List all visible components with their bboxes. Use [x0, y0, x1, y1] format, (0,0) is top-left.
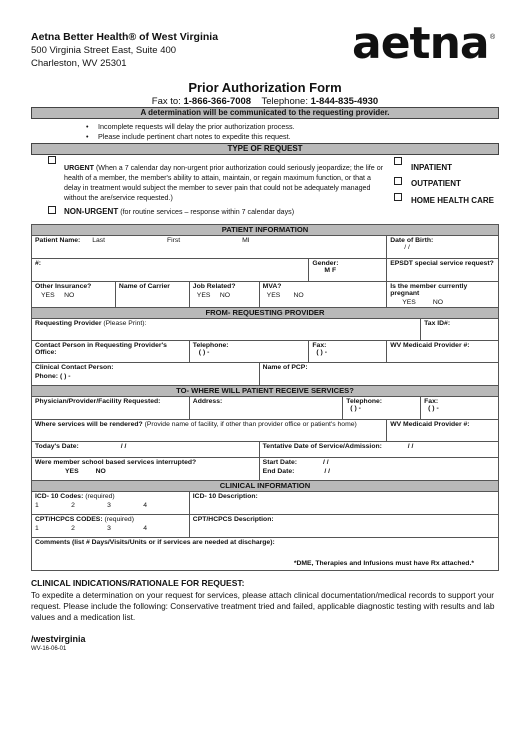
- mi-label: MI: [242, 237, 250, 244]
- address-line-2: Charleston, WV 25301: [31, 58, 127, 69]
- cpt-description-label: CPT/HCPCS Description:: [192, 516, 274, 523]
- tentative-date-format: / /: [407, 443, 414, 450]
- physician-facility-label: Physician/Provider/Facility Requested:: [35, 398, 161, 405]
- member-id-label: #:: [35, 260, 42, 267]
- pregnant-field[interactable]: [387, 282, 499, 308]
- icd-num-3: 3: [107, 502, 111, 509]
- outpatient-checkbox[interactable]: [394, 177, 402, 185]
- mva-label: MVA?: [262, 283, 282, 290]
- icd-required-hint: (required): [85, 493, 115, 500]
- patient-info-header: PATIENT INFORMATION: [32, 225, 499, 236]
- clinical-rationale-heading: CLINICAL INDICATIONS/RATIONALE FOR REQUEST:: [31, 578, 245, 588]
- fax-number: 1-866-366-7008: [183, 96, 252, 107]
- job-no[interactable]: NO: [219, 292, 231, 299]
- form-grid: [31, 224, 499, 571]
- mva-no[interactable]: NO: [293, 292, 304, 299]
- form-code: WV-16-06-01: [31, 646, 67, 652]
- gender-options: M F: [324, 267, 337, 274]
- home-health-checkbox[interactable]: [394, 193, 402, 201]
- clinical-contact-field[interactable]: [32, 363, 260, 386]
- cpt-num-1: 1: [35, 525, 39, 532]
- non-urgent-label: NON-URGENT: [64, 207, 119, 216]
- patient-name-field[interactable]: [32, 236, 387, 259]
- facility-fax-label: Fax:: [424, 398, 439, 405]
- contact-person-field[interactable]: [32, 341, 190, 363]
- icd-num-1: 1: [35, 502, 39, 509]
- phone-label: Telephone:: [261, 96, 308, 107]
- provider-fax-format: ( ) -: [316, 349, 327, 356]
- icd-num-4: 4: [143, 502, 147, 509]
- clinical-phone-label: Phone:: [35, 373, 59, 380]
- type-of-request-header: TYPE OF REQUEST: [31, 143, 499, 155]
- start-date-format: / /: [323, 459, 329, 466]
- job-related-field[interactable]: [189, 282, 259, 308]
- other-insurance-field[interactable]: [32, 282, 116, 308]
- phone-number: 1-844-835-4930: [310, 96, 379, 107]
- cpt-num-4: 4: [143, 525, 147, 532]
- determination-banner: A determination will be communicated to the requesting provider.: [31, 107, 499, 119]
- other-ins-no[interactable]: NO: [64, 292, 75, 299]
- todays-date-field[interactable]: [32, 442, 260, 458]
- form-title: Prior Authorization Form: [188, 80, 342, 95]
- tentative-date-field[interactable]: [259, 442, 498, 458]
- urgent-description: [64, 163, 384, 203]
- comments-field[interactable]: [32, 538, 499, 571]
- first-name-label: First: [166, 237, 181, 244]
- non-urgent-text: (for routine services – response within 7 calendar days): [120, 208, 295, 216]
- todays-date-format: / /: [120, 443, 127, 450]
- instruction-item: • Please include pertinent chart notes to expedite this request.: [98, 132, 295, 142]
- school-services-field[interactable]: [32, 458, 260, 481]
- provider-telephone-label: Telephone:: [192, 342, 229, 349]
- provider-fax-field[interactable]: [309, 341, 387, 363]
- cpt-num-2: 2: [71, 525, 75, 532]
- facility-telephone-field[interactable]: [343, 397, 421, 420]
- pcp-label: Name of PCP:: [262, 364, 308, 371]
- epsdt-label: EPSDT special service request?: [390, 260, 494, 267]
- school-yes[interactable]: YES: [65, 468, 79, 475]
- icd-codes-field[interactable]: [32, 492, 190, 515]
- website-path: /westvirginia: [31, 634, 86, 644]
- carrier-label: Name of Carrier: [118, 283, 170, 290]
- address-line-1: 500 Virginia Street East, Suite 400: [31, 45, 177, 56]
- wv-medicaid-provider-label: WV Medicaid Provider #:: [390, 342, 470, 349]
- dob-label: Date of Birth:: [390, 237, 434, 244]
- end-date-format: / /: [324, 468, 331, 475]
- urgent-label: URGENT: [64, 164, 94, 172]
- physician-facility-field[interactable]: [32, 397, 190, 420]
- urgent-text: (When a 7 calendar day non-urgent prior authorization could seriously jeopardize; the life or health of a member, the member's ability to attain, maintain, or regain maximum function, or that a delay in treatment would subject the member to sever pain that could not be adequately managed without the are/service requested.): [64, 164, 384, 202]
- todays-date-label: Today's Date:: [35, 443, 79, 450]
- home-health-label: HOME HEALTH CARE: [411, 196, 494, 205]
- carrier-field[interactable]: [115, 282, 189, 308]
- icd-num-2: 2: [71, 502, 75, 509]
- urgent-checkbox[interactable]: [48, 156, 56, 164]
- school-dates-field[interactable]: [259, 458, 498, 481]
- provider-telephone-format: ( ) -: [198, 349, 210, 356]
- school-no[interactable]: NO: [95, 468, 106, 475]
- patient-name-label: Patient Name:: [35, 237, 81, 244]
- icd-description-label: ICD- 10 Description:: [192, 493, 258, 500]
- mva-yes[interactable]: YES: [266, 292, 281, 299]
- inpatient-label: INPATIENT: [411, 163, 453, 172]
- dob-format: / /: [404, 244, 410, 251]
- dob-field[interactable]: [387, 236, 499, 259]
- pregnant-label: Is the member currently pregnant: [390, 283, 468, 297]
- cpt-codes-field[interactable]: [32, 515, 190, 538]
- aetna-logo: aetna: [352, 18, 489, 69]
- non-urgent-description: [64, 207, 294, 216]
- provider-fax-label: Fax:: [312, 342, 327, 349]
- clinical-info-header: CLINICAL INFORMATION: [32, 481, 499, 492]
- clinical-phone-format: ( ) -: [59, 373, 71, 380]
- service-wv-medicaid-field[interactable]: [387, 420, 499, 442]
- other-ins-yes[interactable]: YES: [41, 292, 55, 299]
- service-location-label: Where services will be rendered?: [35, 421, 143, 428]
- facility-fax-format: ( ) -: [428, 405, 439, 412]
- last-name-label: Last: [92, 237, 106, 244]
- requesting-provider-label: Requesting Provider: [35, 320, 102, 327]
- dme-note: *DME, Therapies and Infusions must have Rx attached.*: [293, 560, 474, 567]
- gender-field[interactable]: [309, 259, 387, 282]
- gender-label: Gender:: [312, 260, 339, 267]
- wv-medicaid-provider-field[interactable]: [387, 341, 499, 363]
- facility-telephone-format: ( ) -: [350, 405, 361, 412]
- contact-line: [0, 96, 530, 107]
- clinical-contact-label: Clinical Contact Person:: [35, 364, 114, 371]
- fax-label: Fax to:: [151, 96, 181, 107]
- mva-field[interactable]: [259, 282, 387, 308]
- tax-id-field[interactable]: [421, 319, 499, 341]
- logo-registered-mark: ®: [490, 34, 496, 41]
- school-services-label: Were member school based services interrupted?: [35, 459, 197, 466]
- cpt-codes-label: CPT/HCPCS CODES:: [35, 516, 103, 523]
- cpt-required-hint: (required): [104, 516, 134, 523]
- other-insurance-label: Other Insurance?: [35, 283, 92, 290]
- please-print-hint: (Please Print):: [103, 320, 147, 327]
- requesting-provider-field[interactable]: [32, 319, 421, 341]
- epsdt-field[interactable]: [387, 259, 499, 282]
- outpatient-label: OUTPATIENT: [411, 179, 461, 188]
- provider-telephone-field[interactable]: [189, 341, 309, 363]
- contact-person-label: Contact Person in Requesting Provider's Office:: [35, 342, 167, 356]
- non-urgent-checkbox[interactable]: [48, 206, 56, 214]
- facility-address-label: Address:: [192, 398, 223, 405]
- cpt-description-field[interactable]: [189, 515, 498, 538]
- pregnant-no[interactable]: NO: [432, 299, 444, 306]
- instructions-list: [98, 122, 295, 142]
- start-date-label: Start Date:: [262, 459, 298, 466]
- service-wv-medicaid-label: WV Medicaid Provider #:: [390, 421, 470, 428]
- icd-description-field[interactable]: [189, 492, 498, 515]
- job-yes[interactable]: YES: [196, 292, 211, 299]
- instruction-item: • Incomplete requests will delay the prior authorization process.: [98, 122, 295, 132]
- org-name: Aetna Better Health® of West Virginia: [31, 31, 219, 43]
- clinical-rationale-text: To expedite a determination on your request for services, please attach clinical documentation/medical records to support your request. Please include the following: Conservative treatment tried and failed, applicable diagnostic testing with results and lab values and a medication list.: [31, 590, 495, 622]
- facility-telephone-label: Telephone:: [346, 398, 383, 405]
- pregnant-yes[interactable]: YES: [402, 299, 416, 306]
- member-id-field[interactable]: [32, 259, 309, 282]
- service-location-field[interactable]: [32, 420, 387, 442]
- from-provider-header: FROM- REQUESTING PROVIDER: [32, 308, 499, 319]
- facility-address-field[interactable]: [189, 397, 343, 420]
- tentative-date-label: Tentative Date of Service/Admission:: [262, 443, 382, 450]
- icd-codes-label: ICD- 10 Codes:: [35, 493, 84, 500]
- job-related-label: Job Related?: [192, 283, 236, 290]
- comments-label: Comments (list # Days/Visits/Units or if services are needed at discharge):: [35, 539, 275, 546]
- end-date-label: End Date:: [262, 468, 295, 475]
- facility-fax-field[interactable]: [421, 397, 499, 420]
- tax-id-label: Tax ID#:: [424, 320, 451, 327]
- cpt-num-3: 3: [107, 525, 111, 532]
- to-services-header: TO- WHERE WILL PATIENT RECEIVE SERVICES?: [32, 386, 499, 397]
- inpatient-checkbox[interactable]: [394, 157, 402, 165]
- pcp-field[interactable]: [259, 363, 498, 386]
- service-location-hint: (Provide name of facility, if other than provider office or patient's home): [144, 421, 357, 428]
